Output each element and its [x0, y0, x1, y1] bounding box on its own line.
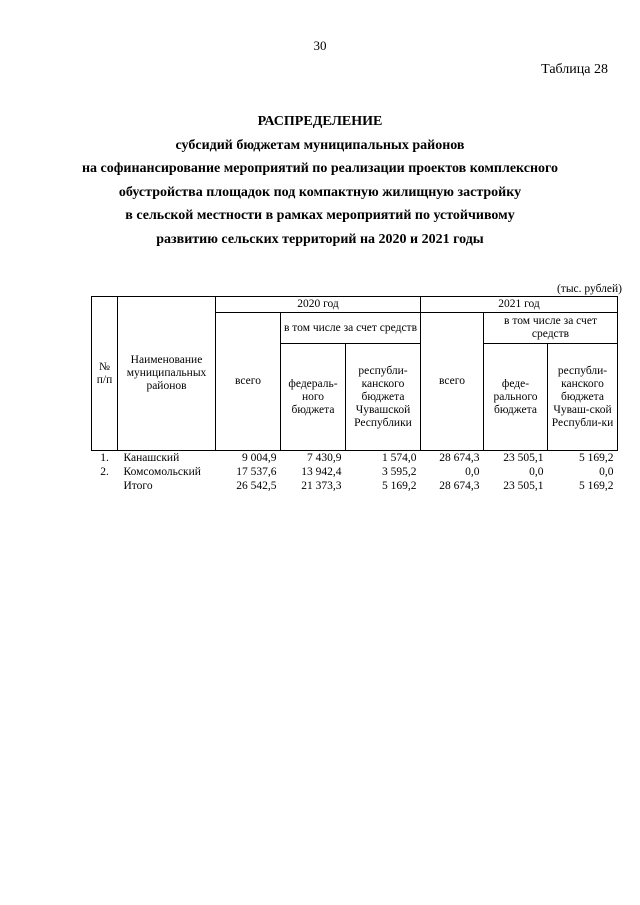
total-2020-cell: 26 542,5: [236, 479, 277, 492]
title-line: субсидий бюджетам муниципальных районов: [175, 137, 465, 153]
row-number: [92, 479, 118, 493]
federal-2020-cell: 21 373,3: [301, 479, 342, 492]
total-label: Итого: [123, 479, 153, 492]
total-2021-cell: 28 674,3: [439, 479, 480, 492]
header-num: № п/п: [92, 297, 118, 451]
total-2020-cell: 17 537,6: [236, 465, 277, 478]
republic-2021-cell: 5 169,2: [579, 479, 614, 492]
header-including-2020: в том числе за счет средств: [281, 313, 421, 344]
table-id: Таблица 28: [541, 62, 608, 77]
title-line: РАСПРЕДЕЛЕНИЕ: [257, 114, 383, 129]
republic-2021-cell: 5 169,2: [579, 451, 614, 464]
row-number: 1.: [100, 451, 109, 464]
header-total-2020: всего: [216, 313, 281, 451]
federal-2020-cell: 13 942,4: [301, 465, 342, 478]
table-row: [92, 465, 618, 479]
title-line: на софинансирование мероприятий по реализации проектов комплексного: [81, 161, 559, 177]
total-2020-cell: 9 004,9: [242, 451, 277, 464]
federal-2020-cell: 7 430,9: [307, 451, 342, 464]
title-line: в сельской местности в рамках мероприятий по устойчивому: [125, 208, 515, 224]
header-republic-2021: республи-канского бюджета Чуваш-ской Республи-ки: [548, 344, 618, 451]
title-line: обустройства площадок под компактную жилищную застройку: [118, 184, 522, 200]
row-number: 2.: [100, 465, 109, 478]
header-total-2021: всего: [421, 313, 484, 451]
header-year-2021: 2021 год: [421, 297, 618, 313]
total-2021-cell: 0,0: [465, 465, 480, 478]
header-year-2020: 2020 год: [216, 297, 421, 313]
federal-2021-cell: 0,0: [529, 465, 544, 478]
distribution-table: [91, 296, 618, 493]
district-name: Канашский: [123, 451, 180, 464]
republic-2020-cell: 1 574,0: [382, 451, 417, 464]
page-number: 30: [313, 38, 327, 53]
header-including-2021: в том числе за счет средств: [484, 313, 618, 344]
federal-2021-cell: 23 505,1: [503, 451, 544, 464]
header-federal-2020: федераль-ного бюджета: [281, 344, 346, 451]
federal-2021-cell: 23 505,1: [503, 479, 544, 492]
republic-2020-cell: 3 595,2: [382, 465, 417, 478]
header-federal-2021: феде-рального бюджета: [484, 344, 548, 451]
republic-2021-cell: 0,0: [599, 465, 614, 478]
document-title: [40, 110, 600, 252]
district-name: Комсомольский: [123, 465, 201, 478]
table-row: [92, 451, 618, 466]
republic-2020-cell: 5 169,2: [382, 479, 417, 492]
title-line: развитию сельских территорий на 2020 и 2021 годы: [156, 231, 484, 247]
header-republic-2020: республи-канского бюджета Чувашской Республики: [346, 344, 421, 451]
header-name: Наименование муниципальных районов: [118, 297, 216, 451]
total-2021-cell: 28 674,3: [439, 451, 480, 464]
units-note: (тыс. рублей): [556, 283, 622, 295]
table-row-total: [92, 479, 618, 493]
